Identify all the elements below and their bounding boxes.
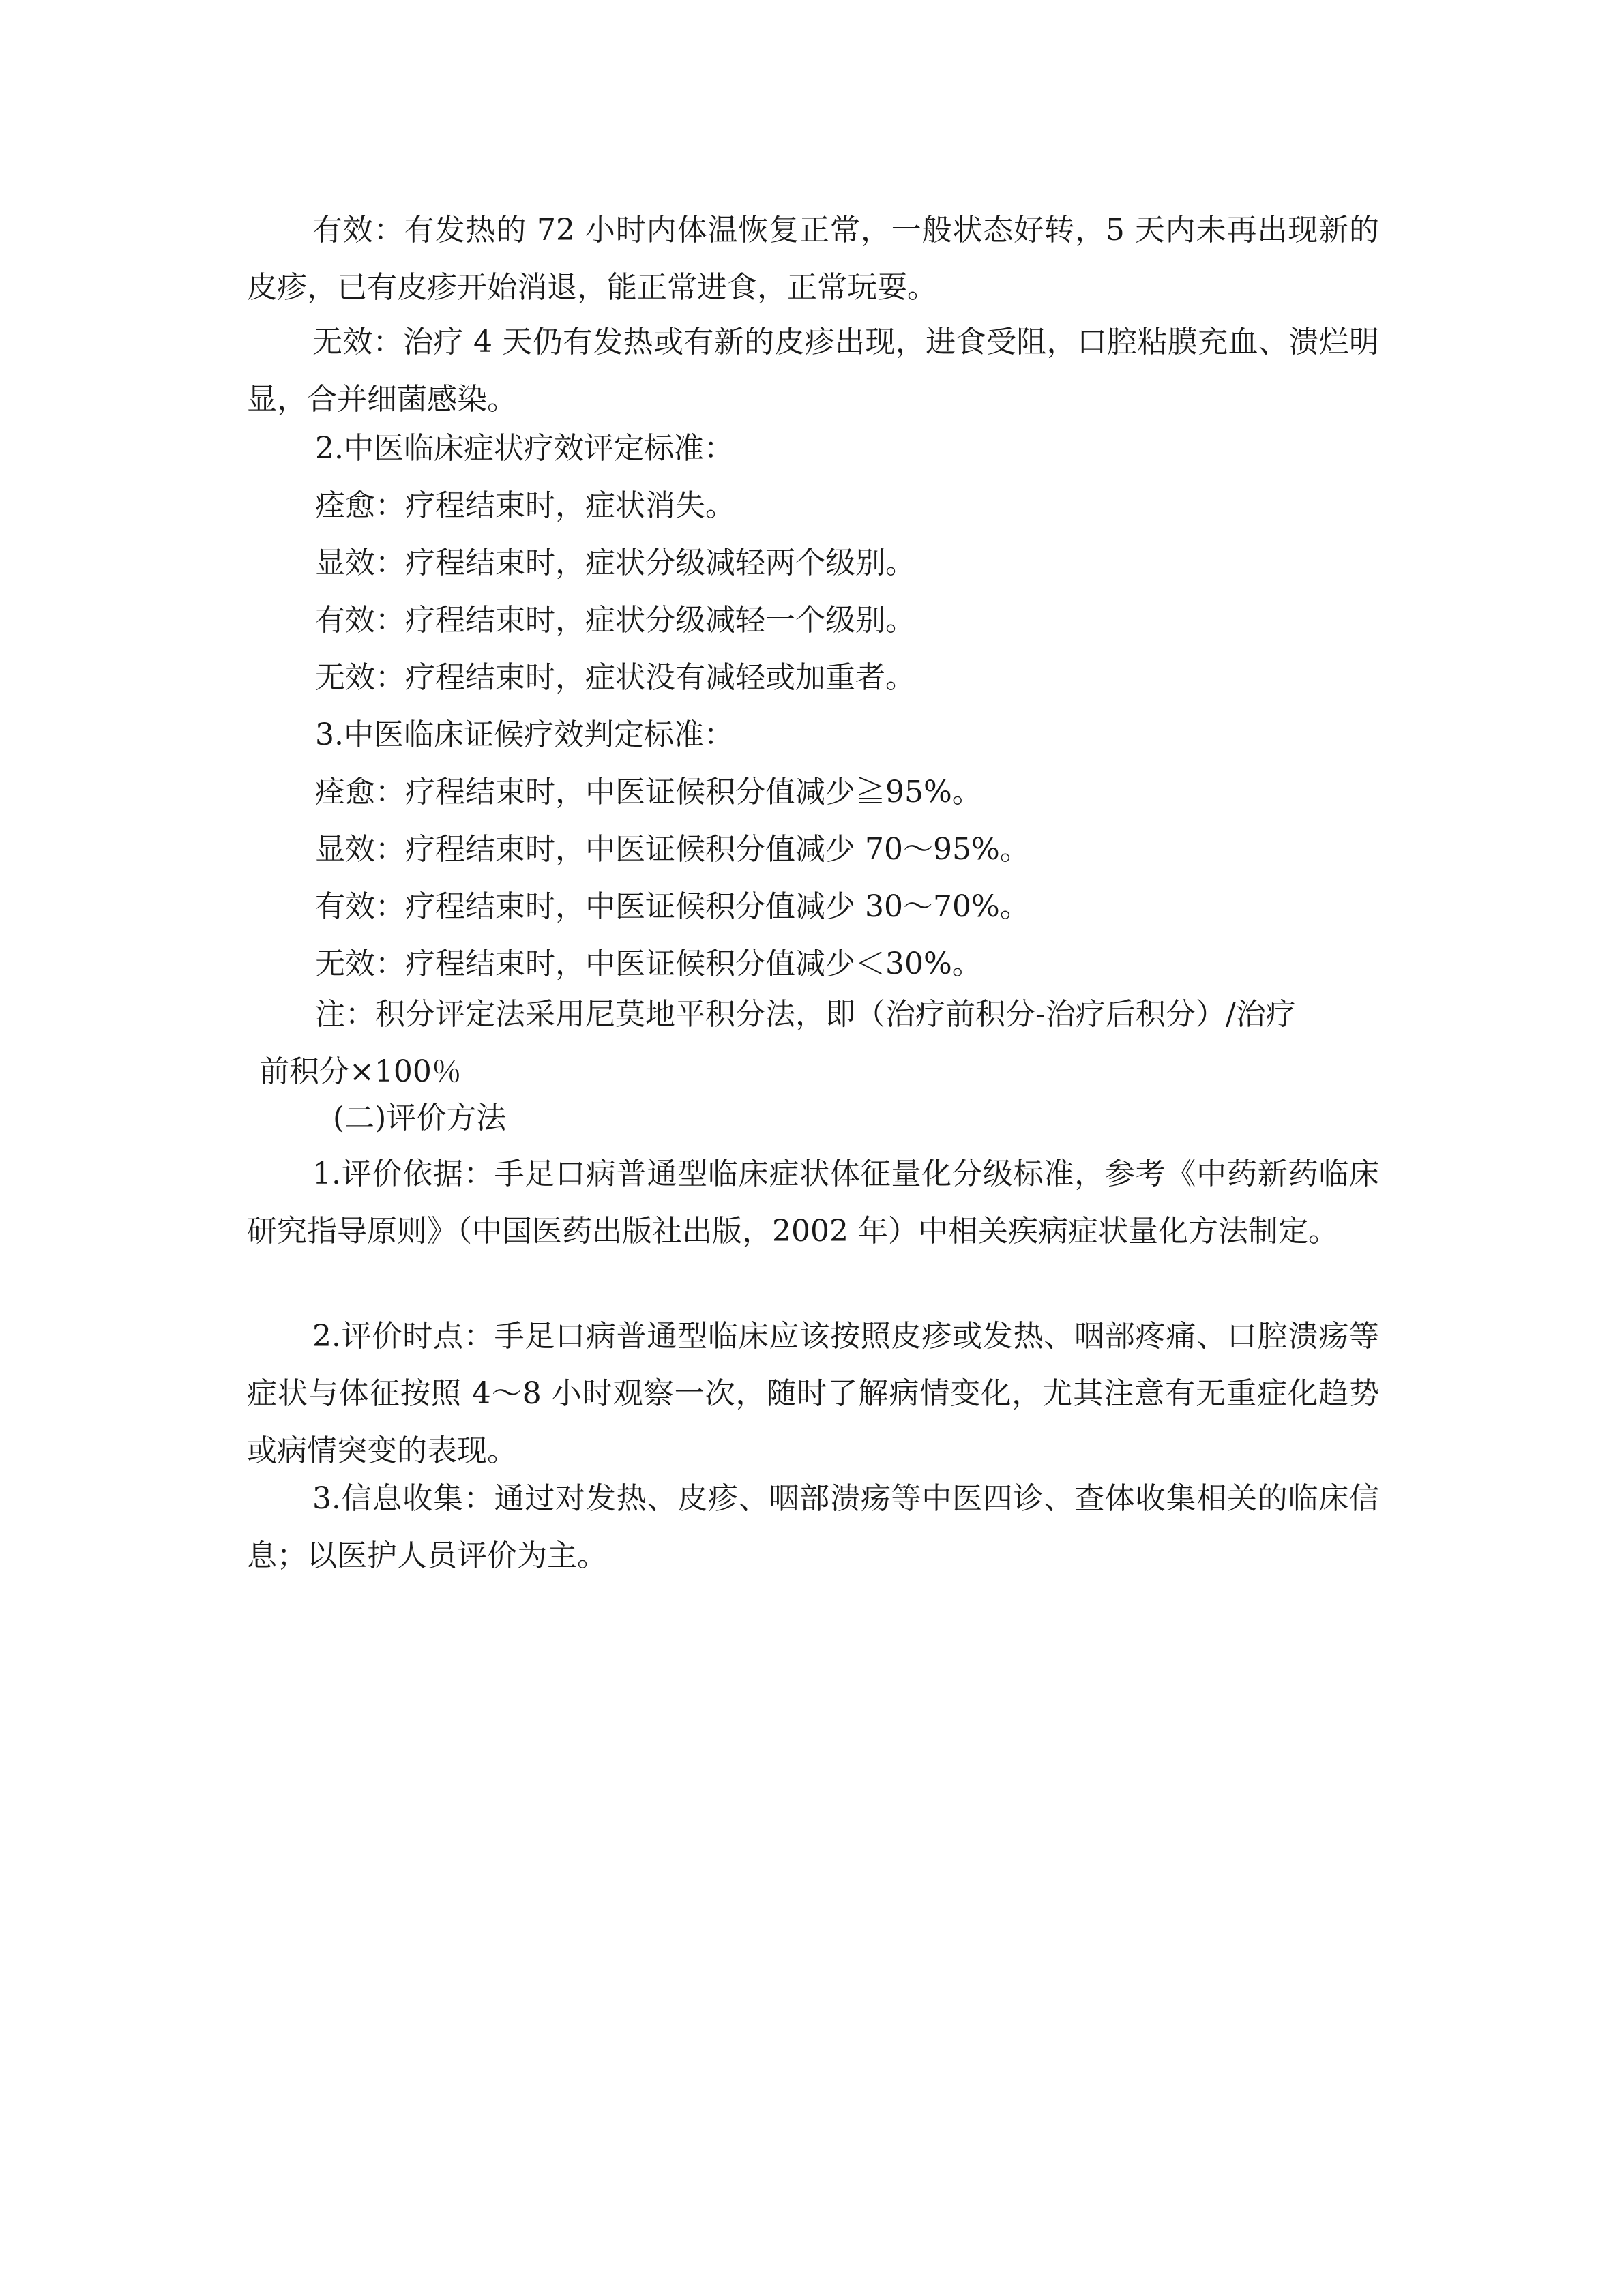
syndrome-marked-line: 显效：疗程结束时，中医证候积分值减少 70～95%。 — [315, 832, 1030, 867]
method-info-collection-paragraph: 3.信息收集：通过对发热、皮疹、咽部溃疡等中医四诊、查体收集相关的临床信息；以医护人员评价为主。 — [247, 1481, 1379, 1573]
symptom-ineffective-line: 无效：疗程结束时，症状没有减轻或加重者。 — [315, 660, 915, 695]
syndrome-effective-line: 有效：疗程结束时，中医证候积分值减少 30～70%。 — [315, 889, 1030, 924]
syndrome-ineffective-line: 无效：疗程结束时，中医证候积分值减少＜30%。 — [315, 946, 982, 981]
note-line-2: 前积分×100％ — [259, 1054, 462, 1089]
heading-symptom-criteria: 2.中医临床症状疗效评定标准： — [315, 431, 734, 466]
paragraph-effective-criteria: 有效：有发热的 72 小时内体温恢复正常，一般状态好转，5 天内未再出现新的皮疹，已有皮疹开始消退，能正常进食，正常玩耍。 — [247, 213, 1379, 305]
symptom-marked-line: 显效：疗程结束时，症状分级减轻两个级别。 — [315, 546, 915, 580]
method-timepoint-paragraph: 2.评价时点：手足口病普通型临床应该按照皮疹或发热、咽部疼痛、口腔溃疡等症状与体征按照 4～8 小时观察一次，随时了解病情变化，尤其注意有无重症化趋势或病情突变的表现。 — [247, 1319, 1379, 1468]
syndrome-cure-line: 痊愈：疗程结束时，中医证候积分值减少≧95%。 — [315, 775, 982, 809]
section-heading-evaluation-method: (二)评价方法 — [333, 1101, 507, 1135]
note-line-1: 注：积分评定法采用尼莫地平积分法，即（治疗前积分-治疗后积分）/治疗 — [315, 997, 1296, 1032]
symptom-effective-line: 有效：疗程结束时，症状分级减轻一个级别。 — [315, 603, 915, 638]
heading-syndrome-criteria: 3.中医临床证候疗效判定标准： — [315, 717, 734, 752]
method-basis-paragraph: 1.评价依据：手足口病普通型临床症状体征量化分级标准，参考《中药新药临床研究指导原则》（中国医药出版社出版，2002 年）中相关疾病症状量化方法制定。 — [247, 1157, 1379, 1249]
symptom-cure-line: 痊愈：疗程结束时，症状消失。 — [315, 488, 735, 523]
paragraph-ineffective-criteria: 无效：治疗 4 天仍有发热或有新的皮疹出现，进食受阻，口腔粘膜充血、溃烂明显，合并细菌感染。 — [247, 325, 1379, 417]
